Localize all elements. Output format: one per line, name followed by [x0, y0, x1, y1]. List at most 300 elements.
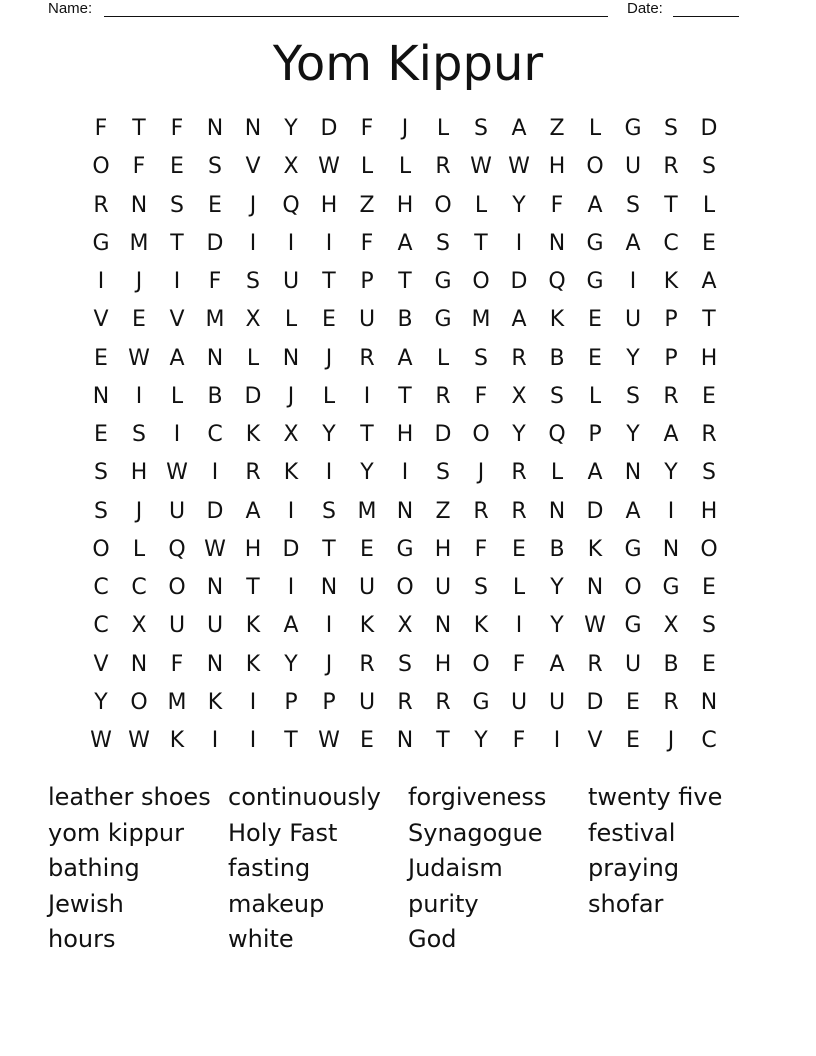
grid-letter: E [94, 422, 108, 447]
word-bank-item: yom kippur [48, 818, 185, 847]
grid-letter: Y [474, 728, 488, 753]
grid-letter: P [664, 307, 678, 333]
grid-letter: F [512, 651, 526, 677]
grid-letter: X [511, 383, 527, 409]
grid-letter: N [130, 651, 148, 677]
name-label: Name: [48, 0, 93, 17]
grid-letter: H [434, 536, 452, 562]
grid-letter: A [587, 460, 603, 486]
grid-letter: K [473, 613, 489, 639]
grid-letter: G [624, 613, 642, 639]
grid-letter: X [131, 613, 147, 639]
grid-letter: F [360, 230, 374, 256]
grid-letter: E [588, 345, 602, 371]
word-bank [48, 780, 768, 958]
grid-letter: S [170, 192, 184, 218]
grid-letter: A [245, 498, 261, 524]
grid-letter: L [550, 460, 564, 486]
grid-letter: T [284, 728, 298, 753]
grid-letter: Q [548, 422, 566, 447]
grid-letter: R [359, 345, 375, 371]
name-blank-line [104, 16, 608, 17]
grid-letter: J [325, 345, 333, 371]
grid-letter: U [168, 498, 186, 524]
grid-letter: A [587, 192, 603, 218]
grid-letter: D [206, 230, 224, 256]
grid-letter: O [434, 192, 452, 218]
grid-letter: K [283, 460, 299, 486]
grid-letter: L [170, 383, 184, 409]
grid-letter: T [474, 230, 488, 256]
grid-letter: N [548, 230, 566, 256]
grid-letter: I [325, 460, 333, 486]
grid-letter: K [663, 269, 679, 294]
grid-letter: T [322, 536, 336, 562]
grid-letter: O [700, 536, 718, 562]
grid-letter: O [130, 689, 148, 715]
grid-letter: T [664, 192, 678, 218]
grid-letter: S [702, 154, 716, 180]
grid-letter: G [396, 536, 414, 562]
grid-letter: A [625, 230, 641, 256]
grid-letter: G [624, 116, 642, 141]
grid-letter: I [515, 230, 523, 256]
word-bank-item [588, 922, 768, 958]
grid-letter: W [318, 728, 340, 753]
grid-letter: G [92, 230, 110, 256]
grid-letter: T [398, 383, 412, 409]
grid-letter: Y [512, 422, 526, 447]
grid-letter: L [284, 307, 298, 333]
grid-letter: S [436, 460, 450, 486]
word-bank-item: continuously [228, 783, 381, 811]
grid-letter: B [549, 345, 565, 371]
grid-letter: N [206, 116, 224, 141]
grid-letter: R [397, 689, 413, 715]
grid-letter: O [472, 422, 490, 447]
grid-letter: S [626, 383, 640, 409]
grid-letter: I [211, 728, 219, 753]
grid-letter: N [396, 728, 414, 753]
grid-letter: N [624, 460, 642, 486]
grid-letter: H [244, 536, 262, 562]
grid-letter: F [170, 651, 184, 677]
grid-letter: A [397, 345, 413, 371]
grid-letter: R [93, 192, 109, 218]
grid-letter: O [624, 575, 642, 600]
grid-letter: G [586, 269, 604, 294]
grid-letter: K [359, 613, 375, 639]
grid-letter: Y [664, 460, 678, 486]
grid-letter: U [358, 689, 376, 715]
grid-letter: Z [549, 116, 565, 141]
grid-letter: F [94, 116, 108, 141]
grid-letter: W [128, 728, 150, 753]
word-bank-item: Judaism [408, 854, 503, 882]
grid-letter: Y [626, 422, 640, 447]
grid-letter: I [249, 689, 257, 715]
word-bank-item: shofar [588, 889, 664, 918]
word-bank-item: Synagogue [408, 818, 543, 847]
grid-letter: N [320, 575, 338, 600]
grid-letter: V [587, 728, 603, 753]
grid-letter: Q [282, 192, 300, 218]
grid-letter: X [245, 307, 261, 333]
grid-letter: G [586, 230, 604, 256]
grid-letter: I [401, 460, 409, 486]
grid-letter: L [512, 575, 526, 600]
grid-letter: H [700, 498, 718, 524]
grid-letter: I [135, 383, 143, 409]
grid-letter: I [325, 613, 333, 639]
grid-letter: K [245, 422, 261, 447]
grid-letter: W [204, 536, 226, 562]
grid-letter: J [477, 460, 485, 486]
grid-letter: W [318, 154, 340, 180]
grid-letter: I [363, 383, 371, 409]
grid-letter: A [397, 230, 413, 256]
grid-letter: C [701, 728, 717, 753]
grid-letter: H [396, 192, 414, 218]
grid-letter: T [436, 728, 450, 753]
grid-letter: O [92, 536, 110, 562]
grid-letter: W [166, 460, 188, 486]
grid-letter: R [473, 498, 489, 524]
grid-letter: L [322, 383, 336, 409]
grid-letter: U [510, 689, 528, 715]
grid-letter: X [283, 422, 299, 447]
grid-letter: J [325, 651, 333, 677]
grid-letter: Y [626, 345, 640, 371]
grid-letter: K [245, 651, 261, 677]
grid-letter: I [515, 613, 523, 639]
grid-letter: A [625, 498, 641, 524]
grid-letter: V [93, 307, 109, 333]
grid-letter: K [549, 307, 565, 333]
grid-letter: S [208, 154, 222, 180]
grid-letter: S [94, 460, 108, 486]
grid-letter: Z [359, 192, 375, 218]
grid-letter: D [206, 498, 224, 524]
grid-letter: C [93, 613, 109, 639]
grid-letter: I [173, 422, 181, 447]
grid-letter: D [510, 269, 528, 294]
grid-letter: H [320, 192, 338, 218]
grid-letter: R [359, 651, 375, 677]
grid-letter: D [586, 689, 604, 715]
grid-letter: W [584, 613, 606, 639]
grid-letter: N [130, 192, 148, 218]
grid-letter: V [169, 307, 185, 333]
grid-letter: E [94, 345, 108, 371]
grid-letter: Y [360, 460, 374, 486]
grid-letter: S [702, 613, 716, 639]
grid-letter: T [246, 575, 260, 600]
word-bank-item: makeup [228, 889, 325, 918]
grid-letter: J [135, 498, 143, 524]
grid-letter: E [702, 230, 716, 256]
grid-letter: K [169, 728, 185, 753]
grid-letter: I [249, 728, 257, 753]
grid-letter: T [702, 307, 716, 333]
grid-letter: I [629, 269, 637, 294]
grid-letter: R [587, 651, 603, 677]
grid-letter: E [360, 536, 374, 562]
grid-letter: E [132, 307, 146, 333]
grid-letter: P [284, 689, 298, 715]
grid-letter: E [208, 192, 222, 218]
grid-letter: C [131, 575, 147, 600]
grid-letter: E [702, 575, 716, 600]
grid-letter: H [434, 651, 452, 677]
word-bank-item: Jewish [48, 889, 124, 918]
grid-letter: A [283, 613, 299, 639]
grid-letter: H [396, 422, 414, 447]
grid-letter: A [511, 307, 527, 333]
grid-letter: V [245, 154, 261, 180]
grid-letter: R [245, 460, 261, 486]
grid-letter: L [132, 536, 146, 562]
grid-letter: Y [284, 116, 298, 141]
grid-letter: S [626, 192, 640, 218]
grid-letter: I [553, 728, 561, 753]
letter-grid [82, 110, 728, 760]
grid-letter: N [434, 613, 452, 639]
grid-letter: U [206, 613, 224, 639]
grid-letter: U [358, 307, 376, 333]
grid-letter: K [207, 689, 223, 715]
grid-letter: Q [168, 536, 186, 562]
grid-letter: S [550, 383, 564, 409]
grid-letter: X [663, 613, 679, 639]
grid-letter: G [472, 689, 490, 715]
grid-letter: U [624, 154, 642, 180]
grid-letter: I [325, 230, 333, 256]
grid-letter: A [511, 116, 527, 141]
grid-letter: G [624, 536, 642, 562]
word-bank-item: God [408, 925, 457, 953]
grid-letter: R [435, 383, 451, 409]
grid-letter: U [624, 651, 642, 677]
grid-letter: W [508, 154, 530, 180]
grid-letter: T [360, 422, 374, 447]
grid-letter: O [472, 651, 490, 677]
header-fields [48, 0, 748, 20]
grid-letter: Y [512, 192, 526, 218]
grid-letter: B [397, 307, 413, 333]
grid-letter: K [245, 613, 261, 639]
grid-letter: R [511, 498, 527, 524]
grid-letter: P [360, 269, 374, 294]
grid-letter: U [358, 575, 376, 600]
grid-letter: U [548, 689, 566, 715]
grid-letter: B [549, 536, 565, 562]
grid-letter: X [397, 613, 413, 639]
grid-letter: U [168, 613, 186, 639]
grid-letter: I [287, 575, 295, 600]
grid-letter: N [206, 575, 224, 600]
word-bank-item: leather shoes [48, 783, 211, 811]
grid-letter: Y [550, 575, 564, 600]
grid-letter: D [700, 116, 718, 141]
grid-letter: I [667, 498, 675, 524]
grid-letter: R [435, 154, 451, 180]
grid-letter: T [170, 230, 184, 256]
grid-letter: R [511, 345, 527, 371]
grid-letter: N [244, 116, 262, 141]
grid-letter: S [702, 460, 716, 486]
grid-letter: J [667, 728, 675, 753]
grid-letter: L [588, 116, 602, 141]
grid-letter: G [662, 575, 680, 600]
grid-letter: I [211, 460, 219, 486]
grid-letter: S [246, 269, 260, 294]
grid-letter: N [662, 536, 680, 562]
grid-letter: I [173, 269, 181, 294]
grid-letter: S [132, 422, 146, 447]
grid-letter: X [283, 154, 299, 180]
grid-letter: A [169, 345, 185, 371]
word-bank-item: festival [588, 818, 676, 847]
grid-letter: C [663, 230, 679, 256]
grid-letter: I [249, 230, 257, 256]
grid-letter: E [512, 536, 526, 562]
grid-letter: Y [284, 651, 298, 677]
grid-letter: L [588, 383, 602, 409]
grid-letter: I [287, 230, 295, 256]
grid-letter: D [244, 383, 262, 409]
word-bank-item: white [228, 925, 294, 953]
grid-letter: Q [548, 269, 566, 294]
grid-letter: E [360, 728, 374, 753]
grid-letter: R [435, 689, 451, 715]
grid-letter: S [474, 345, 488, 371]
grid-letter: T [132, 116, 146, 141]
word-bank-item: hours [48, 925, 116, 953]
grid-letter: N [206, 651, 224, 677]
grid-letter: N [586, 575, 604, 600]
grid-letter: A [663, 422, 679, 447]
grid-letter: B [663, 651, 679, 677]
word-bank-item: praying [588, 854, 680, 882]
grid-letter: N [206, 345, 224, 371]
grid-letter: S [664, 116, 678, 141]
grid-letter: L [702, 192, 716, 218]
grid-letter: L [436, 345, 450, 371]
grid-letter: W [470, 154, 492, 180]
grid-letter: N [396, 498, 414, 524]
grid-letter: M [167, 689, 187, 715]
grid-letter: M [357, 498, 377, 524]
grid-letter: D [586, 498, 604, 524]
grid-letter: F [474, 536, 488, 562]
grid-letter: D [434, 422, 452, 447]
grid-letter: Y [550, 613, 564, 639]
word-bank-item: fasting [228, 854, 311, 882]
grid-letter: N [700, 689, 718, 715]
grid-letter: E [626, 728, 640, 753]
grid-letter: D [282, 536, 300, 562]
grid-letter: F [512, 728, 526, 753]
grid-letter: L [474, 192, 488, 218]
grid-letter: R [663, 154, 679, 180]
grid-letter: H [700, 345, 718, 371]
word-bank-item: forgiveness [408, 783, 547, 811]
grid-letter: H [130, 460, 148, 486]
page-title: Yom Kippur [272, 36, 544, 92]
grid-letter: E [588, 307, 602, 333]
grid-letter: A [549, 651, 565, 677]
grid-letter: M [129, 230, 149, 256]
grid-letter: P [664, 345, 678, 371]
grid-letter: L [398, 154, 412, 180]
grid-letter: R [663, 689, 679, 715]
grid-letter: F [474, 383, 488, 409]
grid-letter: H [548, 154, 566, 180]
grid-letter: E [322, 307, 336, 333]
grid-letter: S [474, 575, 488, 600]
date-label: Date: [627, 0, 663, 17]
grid-letter: C [93, 575, 109, 600]
grid-letter: O [92, 154, 110, 180]
grid-letter: E [626, 689, 640, 715]
grid-letter: U [624, 307, 642, 333]
grid-letter: O [586, 154, 604, 180]
grid-letter: R [511, 460, 527, 486]
grid-letter: D [320, 116, 338, 141]
grid-letter: S [398, 651, 412, 677]
grid-letter: Z [435, 498, 451, 524]
grid-letter: N [92, 383, 110, 409]
grid-letter: Y [94, 689, 108, 715]
word-bank-item: purity [408, 889, 479, 918]
grid-letter: T [398, 269, 412, 294]
grid-letter: M [205, 307, 225, 333]
grid-letter: I [287, 498, 295, 524]
grid-letter: F [550, 192, 564, 218]
grid-letter: F [132, 154, 146, 180]
grid-letter: S [436, 230, 450, 256]
grid-letter: F [208, 269, 222, 294]
grid-letter: J [401, 116, 409, 141]
grid-letter: W [128, 345, 150, 371]
grid-letter: B [207, 383, 223, 409]
grid-letter: S [322, 498, 336, 524]
grid-letter: A [701, 269, 717, 294]
grid-letter: L [360, 154, 374, 180]
grid-letter: O [396, 575, 414, 600]
grid-letter: E [702, 383, 716, 409]
grid-letter: S [94, 498, 108, 524]
grid-letter: J [249, 192, 257, 218]
grid-letter: P [588, 422, 602, 447]
grid-letter: V [93, 651, 109, 677]
grid-letter: U [282, 269, 300, 294]
grid-letter: F [170, 116, 184, 141]
grid-letter: O [472, 269, 490, 294]
grid-letter: F [360, 116, 374, 141]
grid-letter: Y [322, 422, 336, 447]
word-bank-item: twenty five [588, 783, 723, 811]
grid-letter: J [135, 269, 143, 294]
grid-letter: T [322, 269, 336, 294]
grid-letter: R [701, 422, 717, 447]
grid-letter: C [207, 422, 223, 447]
word-bank-item: bathing [48, 854, 140, 882]
grid-letter: K [587, 536, 603, 562]
grid-letter: L [436, 116, 450, 141]
grid-letter: R [663, 383, 679, 409]
